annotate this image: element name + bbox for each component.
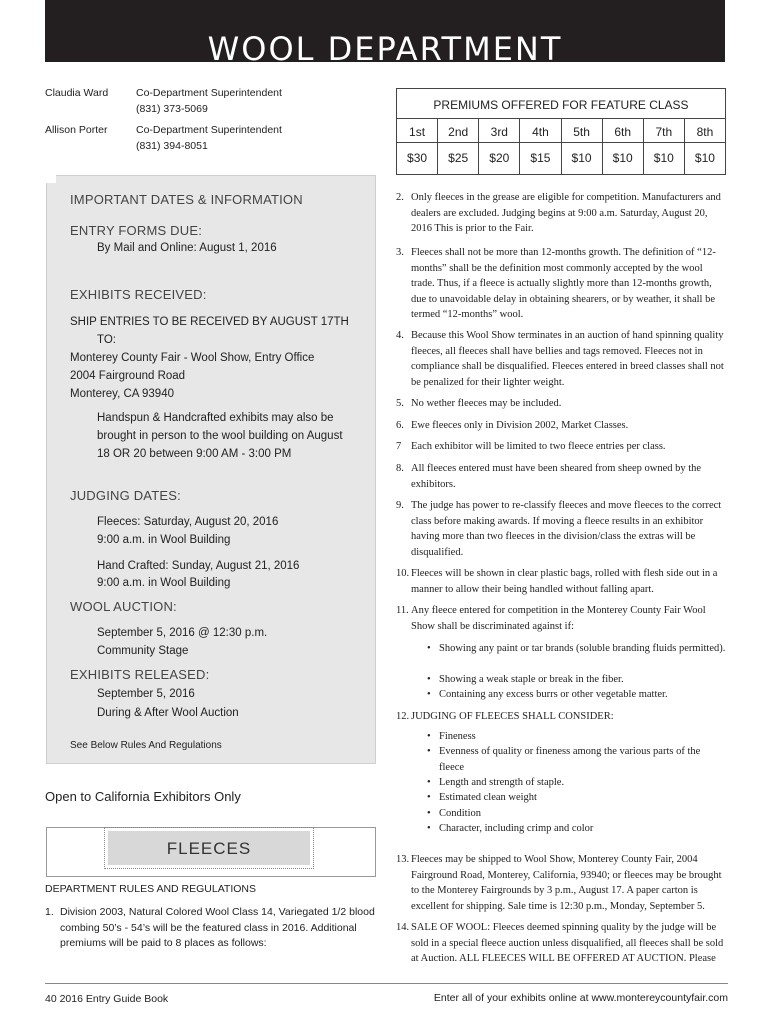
rule-item — [396, 396, 728, 412]
rule-text: Fleeces may be shipped to Wool Show, Monterey County Fair, 2004 Fairground Road, Monterey, California, 93940; or fleeces may be brought to the Monterey Fairgrounds by 3 p.m., August 17. A paper carton is excellent for shipping. Sale time is 12:30 p.m., Monday, September 5. — [411, 854, 722, 912]
rule-item — [396, 245, 728, 323]
info-heading: IMPORTANT DATES & INFORMATION — [70, 192, 303, 207]
contact-phone: (831) 373-5069 — [136, 103, 208, 115]
website-footer: Enter all of your exhibits online at www.montereycountyfair.com — [433, 992, 728, 1004]
contact-row — [45, 85, 375, 122]
amount-cell: $10 — [644, 143, 685, 174]
premiums-table — [396, 88, 726, 175]
bullet-text: • Character, including crimp and color — [439, 823, 594, 834]
rule-number: 10. — [396, 568, 410, 579]
important-dates-box — [46, 175, 376, 764]
footer-divider — [45, 983, 728, 984]
bullet-item — [427, 821, 727, 837]
fleeces-section-box — [46, 827, 376, 877]
released-heading: EXHIBITS RELEASED: — [70, 667, 210, 682]
page-number-footer: 40 2016 Entry Guide Book — [45, 993, 169, 1005]
amount-cell: $10 — [562, 143, 603, 174]
bullet-text: • Estimated clean weight — [439, 792, 537, 803]
rule-number: 6. — [396, 420, 404, 431]
page-title: WOOL DEPARTMENT — [207, 30, 563, 62]
bullet-item — [427, 729, 727, 745]
bullet-text: • Condition — [439, 808, 482, 819]
judging-fleeces: Fleeces: Saturday, August 20, 2016 — [97, 516, 279, 528]
amount-cell: $25 — [438, 143, 479, 174]
contact-row — [45, 122, 375, 159]
premiums-title: PREMIUMS OFFERED FOR FEATURE CLASS — [397, 89, 725, 119]
bullet-text: • Length and strength of staple. — [439, 777, 565, 788]
address-line: Monterey County Fair - Wool Show, Entry Office — [70, 352, 315, 364]
rule-item — [396, 461, 728, 492]
rule-number: 2. — [396, 192, 404, 203]
rule-item — [396, 439, 728, 455]
rule-item — [396, 190, 728, 237]
corner-notch — [46, 175, 56, 183]
rule-number: 11. — [396, 605, 409, 616]
address-line: 2004 Fairground Road — [70, 370, 186, 382]
rule-number: 5. — [396, 398, 404, 409]
judging-heading: JUDGING DATES: — [70, 488, 181, 503]
places-row — [397, 119, 725, 143]
rule-text: Fleeces shall not be more than 12-months growth. The definition of “12-months” shall be the definition most commonly accepted by the wool trade. Thus, if a fleece is actually slightly more than 12-months growth, due to unavoidable delay in obtaining shearers, or by weather, it shall be termed “12-months” wool. — [411, 247, 716, 321]
bullet-text: • Evenness of quality or fineness among the various parts of the fleece — [439, 746, 701, 773]
rule-number: 1. — [45, 906, 54, 918]
bullet-item — [427, 641, 727, 657]
ship-line: TO: — [97, 334, 116, 346]
rule-item — [396, 852, 728, 914]
bullet-text: • Fineness — [439, 731, 476, 742]
rule-number: 14. — [396, 922, 410, 933]
place-cell: 8th — [685, 119, 725, 143]
rule-text: SALE OF WOOL: Fleeces deemed spinning quality by the judge will be sold in a special fleece auction unless disqualified, all fleeces shall be sold at Auction. ALL FLEECES WILL BE OFFERED AT AUCTION. Please — [411, 922, 724, 965]
contact-name: Claudia Ward — [45, 87, 109, 99]
rule-text: Ewe fleeces only in Division 2002, Market Classes. — [411, 420, 629, 431]
rules-heading: DEPARTMENT RULES AND REGULATIONS — [45, 883, 257, 895]
rule-item — [396, 418, 728, 434]
rule-text: The judge has power to re-classify fleeces and move fleeces to the correct class before making awards. If moving a fleece results in an exhibitor having more than two fleeces in the division/class the extras will be disqualified. — [411, 500, 722, 558]
amount-cell: $15 — [520, 143, 561, 174]
bullet-item — [427, 672, 727, 688]
place-cell: 7th — [644, 119, 685, 143]
amount-cell: $20 — [479, 143, 520, 174]
bullet-item — [427, 775, 727, 791]
rule-number: 3. — [396, 247, 404, 258]
bullet-item — [427, 744, 727, 775]
amounts-row — [397, 143, 725, 174]
contact-phone: (831) 394-8051 — [136, 140, 208, 152]
ship-line: SHIP ENTRIES TO BE RECEIVED BY AUGUST 17TH — [70, 316, 349, 328]
title-banner — [45, 0, 725, 62]
rule-number: 9. — [396, 500, 404, 511]
rule-text: Each exhibitor will be limited to two fleece entries per class. — [411, 441, 666, 452]
rule-number: 4. — [396, 330, 404, 341]
section-title: FLEECES — [105, 828, 313, 868]
place-cell: 1st — [397, 119, 438, 143]
rule-item — [396, 709, 728, 725]
see-below-note: See Below Rules And Regulations — [70, 740, 222, 751]
bullet-item — [427, 806, 727, 822]
place-cell: 3rd — [479, 119, 520, 143]
handspun-note: brought in person to the wool building on August — [97, 430, 343, 442]
contact-name: Allison Porter — [45, 124, 108, 136]
judging-fleeces-location: 9:00 a.m. in Wool Building — [97, 534, 231, 546]
amount-cell: $10 — [694, 151, 715, 165]
released-date: September 5, 2016 — [97, 688, 195, 700]
entry-heading: ENTRY FORMS DUE: — [70, 223, 203, 238]
rule-number: 7 — [396, 441, 402, 452]
place-cell: 5th — [562, 119, 603, 143]
rule-text: Only fleeces in the grease are eligible for competition. Manufacturers and dealers are excluded. Judging begins at 9:00 a.m. Saturday, August 20, 2016 This is prior to the Fair. — [411, 192, 721, 235]
bullet-text: • Showing a weak staple or break in the fiber. — [439, 674, 624, 685]
bullet-text: • Containing any excess burrs or other vegetable matter. — [439, 689, 668, 700]
place-cell: 2nd — [438, 119, 479, 143]
bullet-item — [427, 687, 727, 703]
bullet-item — [427, 790, 727, 806]
contact-role: Co-Department Superintendent — [136, 124, 282, 136]
rule-text: JUDGING OF FLEECES SHALL CONSIDER: — [411, 711, 614, 722]
bullet-text: • Showing any paint or tar brands (soluble branding fluids permitted). — [439, 643, 726, 654]
amount-cell: $30 — [397, 143, 438, 174]
rule-number: 12. — [396, 711, 410, 722]
handspun-note: 18 OR 20 between 9:00 AM - 3:00 PM — [97, 448, 292, 460]
amount-cell: $10 — [603, 143, 644, 174]
released-time: During & After Wool Auction — [97, 707, 239, 719]
rule-item — [396, 566, 728, 597]
auction-date: September 5, 2016 @ 12:30 p.m. — [97, 627, 268, 639]
rule-text: All fleeces entered must have been sheared from sheep owned by the exhibitors. — [411, 463, 702, 490]
eligibility-note: Open to California Exhibitors Only — [45, 789, 241, 804]
entry-text: By Mail and Online: August 1, 2016 — [97, 242, 277, 254]
address-line: Monterey, CA 93940 — [70, 388, 174, 400]
judging-crafted: Hand Crafted: Sunday, August 21, 2016 — [97, 560, 300, 572]
rule-text: Any fleece entered for competition in the Monterey County Fair Wool Show shall be discriminated against if: — [411, 605, 706, 632]
judging-crafted-location: 9:00 a.m. in Wool Building — [97, 577, 231, 589]
handspun-note: Handspun & Handcrafted exhibits may also be — [97, 412, 334, 424]
rule-number: 13. — [396, 854, 410, 865]
rule-item — [396, 498, 728, 560]
auction-heading: WOOL AUCTION: — [70, 599, 177, 614]
place-cell: 4th — [520, 119, 561, 143]
rule-text: Division 2003, Natural Colored Wool Class 14, Variegated 1/2 blood combing 50’s - 54’s will be the featured class in 2016. Additional premiums will be paid to 8 places as follows: — [60, 906, 375, 949]
rule-item — [396, 920, 728, 967]
rule-item — [396, 328, 728, 390]
exhibits-heading: EXHIBITS RECEIVED: — [70, 287, 207, 302]
rule-text: Fleeces will be shown in clear plastic bags, rolled with flesh side out in a manner to allow their being handled without falling apart. — [411, 568, 718, 595]
auction-location: Community Stage — [97, 645, 189, 657]
place-cell: 6th — [603, 119, 644, 143]
rule-item — [396, 603, 728, 634]
rule-number: 8. — [396, 463, 404, 474]
rule-text: Because this Wool Show terminates in an auction of hand spinning quality fleeces, all fleeces shall have bellies and tags removed. Fleeces not in compliance shall be disqualified. Fleeces entered in breed classes shall not be penalized for their lighter weight. — [411, 330, 724, 388]
contact-role: Co-Department Superintendent — [136, 87, 282, 99]
rule-item — [45, 905, 375, 952]
contacts — [45, 85, 375, 159]
rule-text: No wether fleeces may be included. — [411, 398, 562, 409]
